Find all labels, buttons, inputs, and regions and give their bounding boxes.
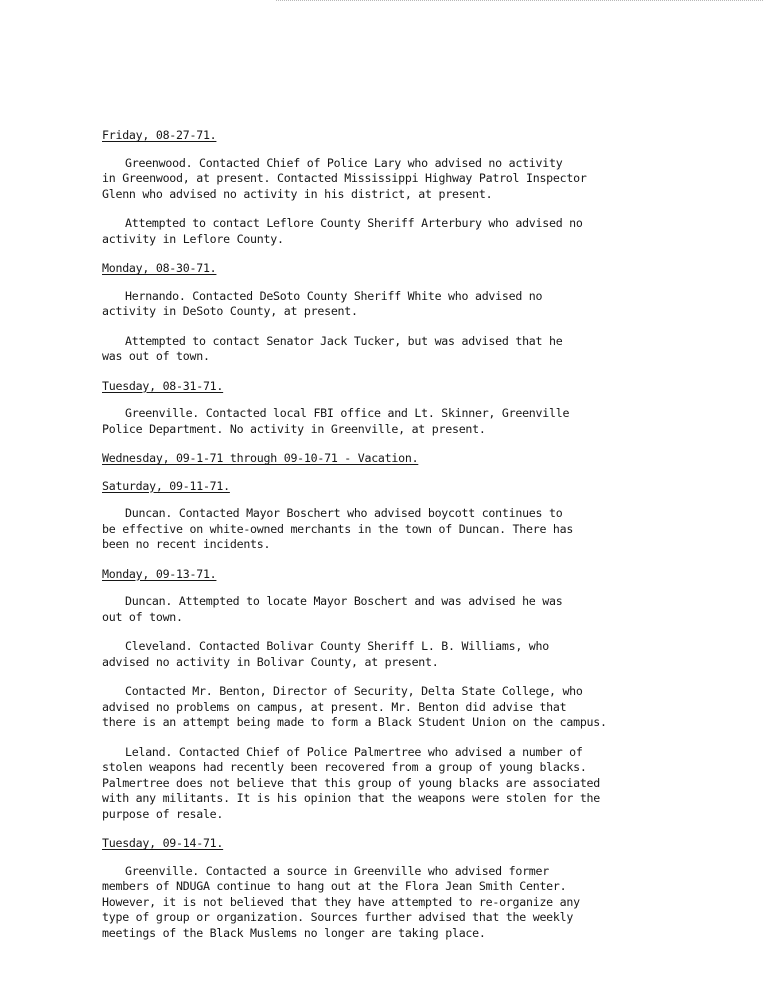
log-entry-09-11 (102, 479, 682, 553)
entry-paragraph: Contacted Mr. Benton, Director of Security, Delta State College, who advised no problems on campus, at present. Mr. Benton did advise that there is an attempt being made to form a Black Student Union on the campus. (102, 684, 607, 729)
entry-paragraph: Cleveland. Contacted Bolivar County Sheriff L. B. Williams, who advised no activity in Bolivar County, at present. (102, 639, 549, 669)
entry-paragraph: Duncan. Attempted to locate Mayor Boschert and was advised he was out of town. (102, 594, 563, 624)
entry-date-heading: Monday, 08-30-71. (102, 261, 217, 275)
entry-paragraph: Attempted to contact Senator Jack Tucker, but was advised that he was out of town. (102, 333, 563, 363)
top-dotted-rule (276, 0, 763, 1)
entry-paragraph: Attempted to contact Leflore County Sheriff Arterbury who advised no activity in Leflore County. (102, 216, 583, 246)
entry-date-heading: Monday, 09-13-71. (102, 566, 217, 581)
log-entry-08-31 (102, 379, 682, 438)
log-entry-08-30 (102, 261, 682, 365)
log-entry-09-14 (102, 836, 682, 941)
entry-date-heading: Wednesday, 09-1-71 through 09-10-71 - Vacation. (102, 451, 419, 465)
entry-paragraph: Greenwood. Contacted Chief of Police Lary who advised no activity in Greenwood, at present. Contacted Mississippi Highway Patrol Inspector Glenn who advised no activity in his district, at present. (102, 155, 587, 201)
entry-date-heading: Tuesday, 08-31-71. (102, 378, 224, 393)
log-entry-08-27 (102, 128, 682, 247)
entry-paragraph: Greenville. Contacted a source in Greenville who advised former members of NDUGA continue to hang out at the Flora Jean Smith Center. However, it is not believed that they have attempted to re-organize any type of group or organization. Sources further advised that the weekly meetings of the Black Muslems no longer are taking place. (102, 863, 580, 940)
log-entry-vacation (102, 451, 682, 467)
entry-paragraph: Greenville. Contacted local FBI office and Lt. Skinner, Greenville Police Department. No activity in Greenville, at present. (102, 406, 570, 436)
log-entry-09-13 (102, 567, 682, 823)
document-page (102, 128, 682, 955)
entry-paragraph: Leland. Contacted Chief of Police Palmertree who advised a number of stolen weapons had recently been recovered from a group of young blacks. Palmertree does not believe that this group of young blacks are associated with any militants. It is his opinion that the weapons were stolen for the purpose of resale. (102, 744, 601, 821)
entry-date-heading: Tuesday, 09-14-71. (102, 836, 224, 850)
entry-paragraph: Hernando. Contacted DeSoto County Sheriff White who advised no activity in DeSoto County, at present. (102, 288, 543, 318)
entry-date-heading: Friday, 08-27-71. (102, 128, 217, 142)
entry-date-heading: Saturday, 09-11-71. (102, 478, 230, 493)
entry-paragraph: Duncan. Contacted Mayor Boschert who advised boycott continues to be effective on white-owned merchants in the town of Duncan. There has been no recent incidents. (102, 506, 574, 551)
